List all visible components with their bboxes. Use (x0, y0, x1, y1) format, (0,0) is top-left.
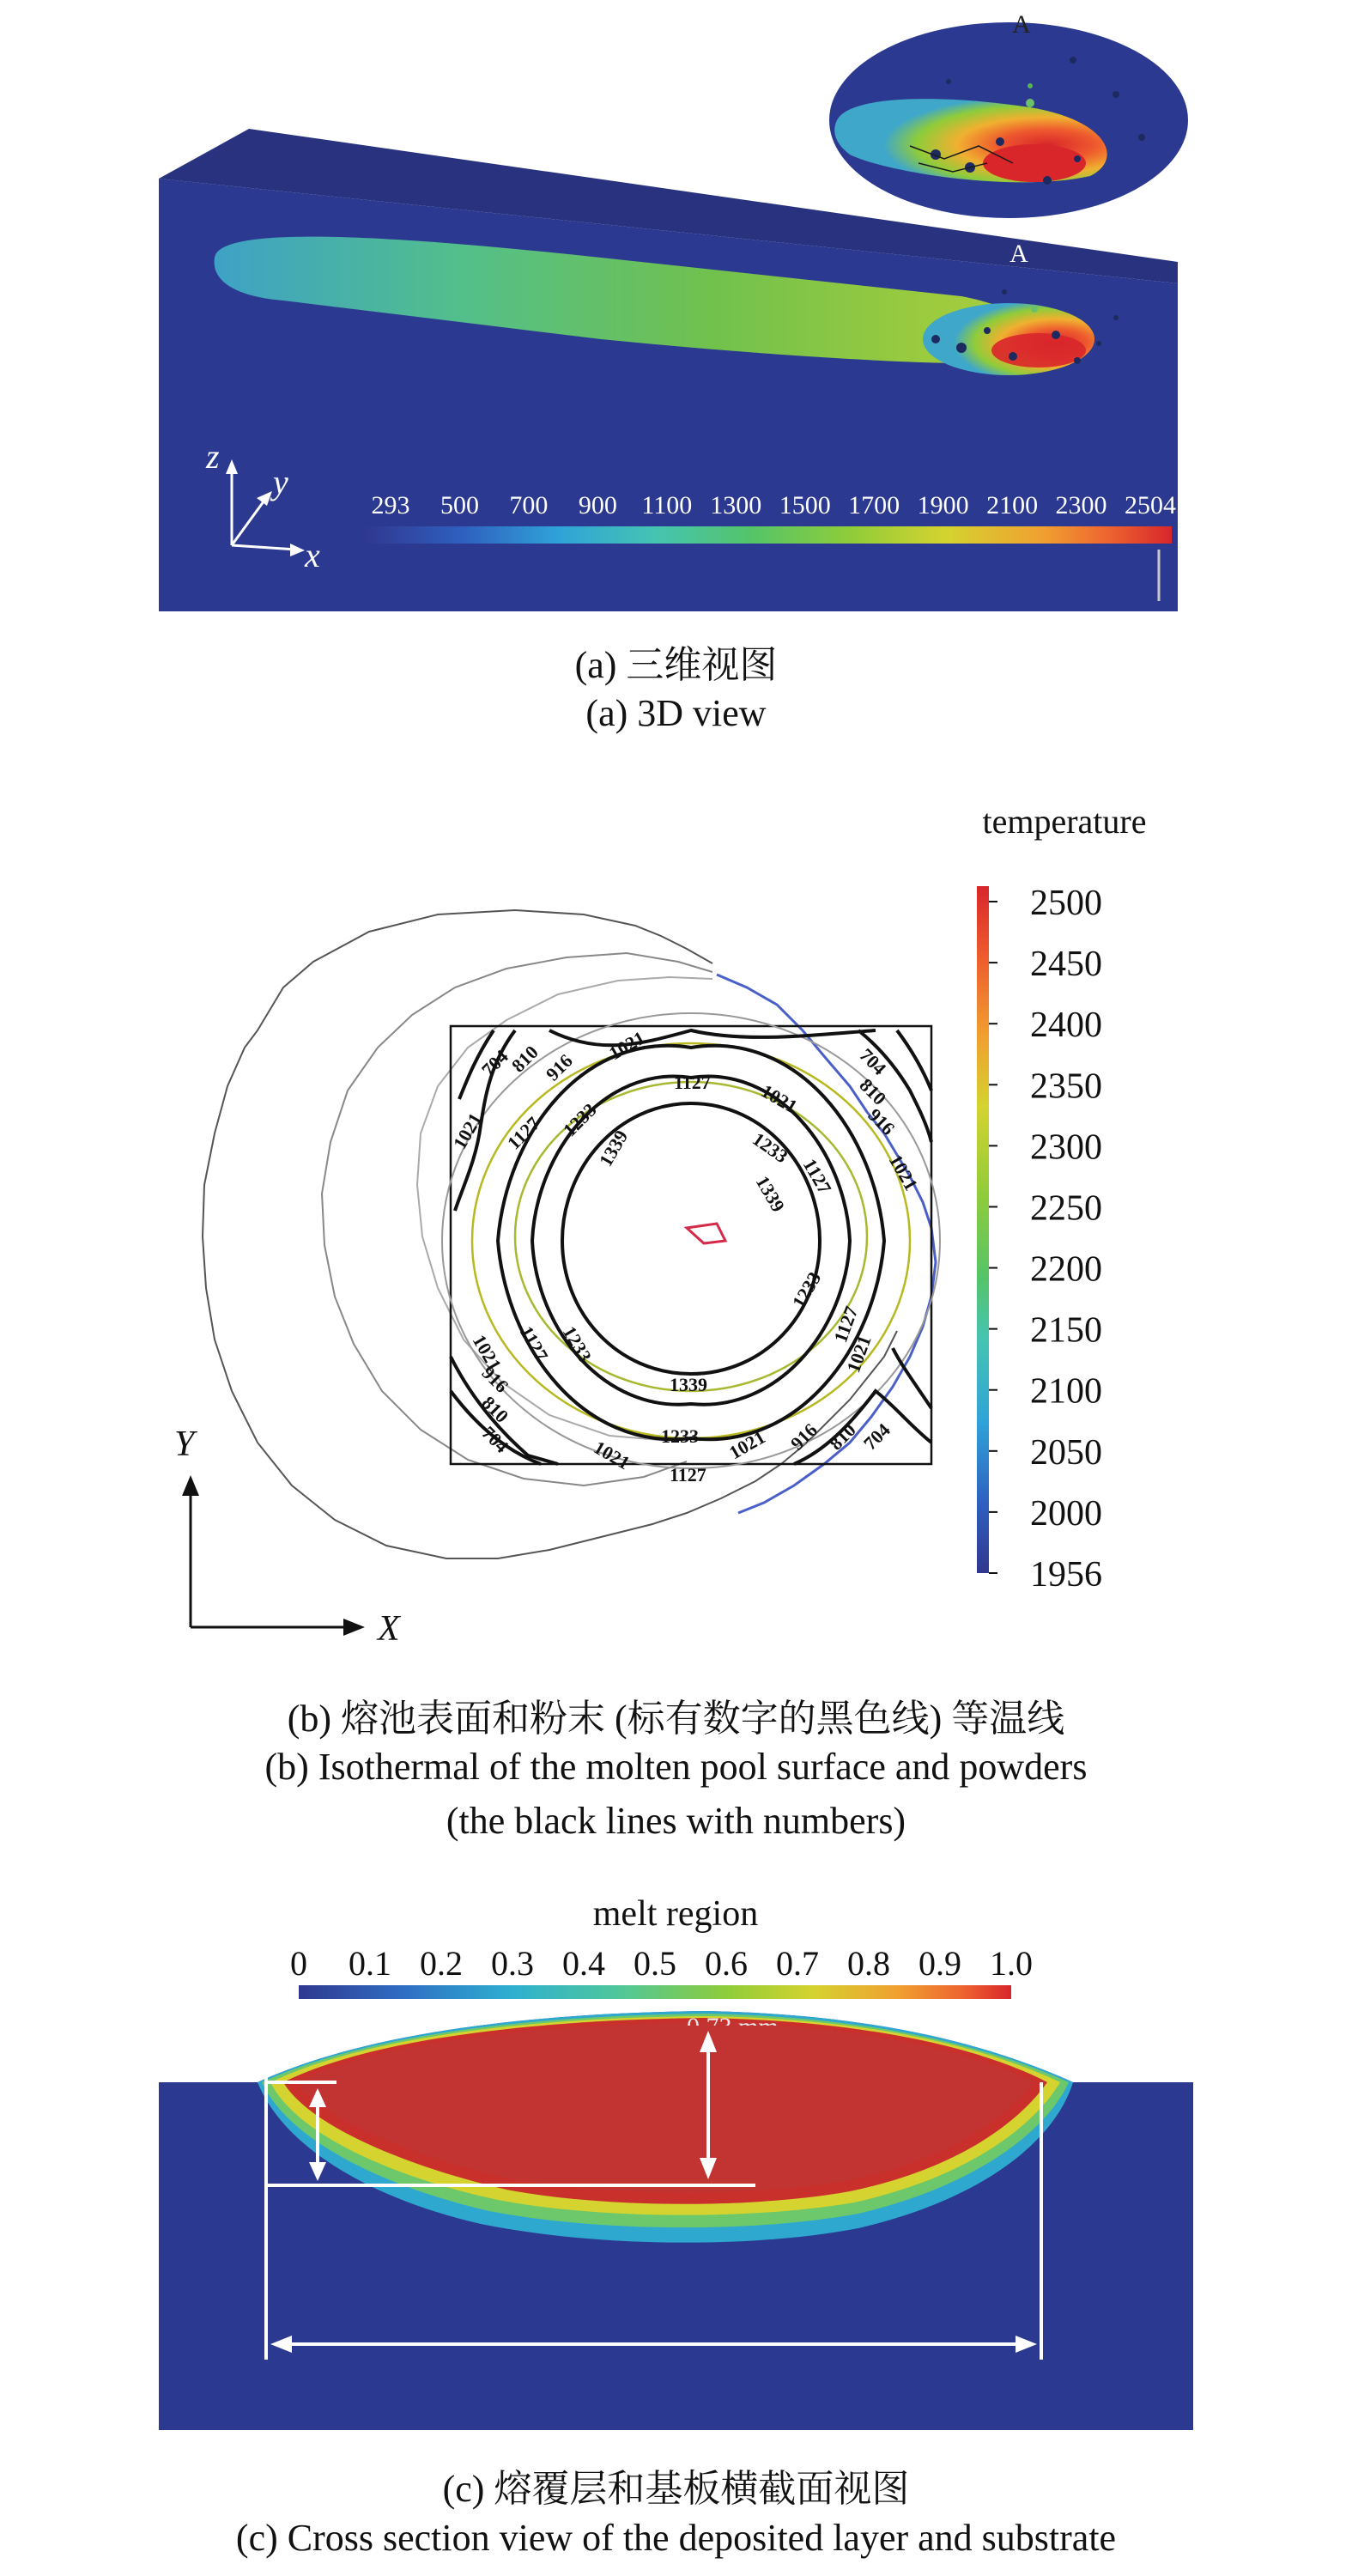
colorbar-b-tick-label: 2250 (1030, 1188, 1102, 1229)
colorbar-b-title: temperature (982, 802, 1147, 841)
contour-label-group (449, 1027, 923, 1485)
label-a-main: A (1009, 240, 1028, 268)
contour-label: 1233 (787, 1267, 826, 1312)
contour-label: 1127 (515, 1322, 553, 1365)
colorbar-a-tick-label: 900 (578, 491, 617, 519)
colorbar-c-title: melt region (592, 1894, 759, 1934)
colorbar-c-tick-label: 0.5 (634, 1944, 676, 1983)
caption-c-en: (c) Cross section view of the deposited layer and substrate (235, 2517, 1117, 2559)
colorbar-b (977, 886, 989, 1573)
colorbar-c-tick-label: 0 (290, 1944, 307, 1983)
colorbar-a-tick-label: 1300 (710, 491, 762, 519)
hot-kernel (687, 1224, 725, 1243)
colorbar-c-tick-label: 0.4 (562, 1944, 605, 1983)
colorbar-b-tick-label: 2200 (1030, 1249, 1102, 1290)
contour-label: 1021 (884, 1151, 923, 1194)
contour-label: 1127 (798, 1155, 836, 1198)
contour-label: 1021 (605, 1026, 649, 1065)
colorbar-c-tick-label: 0.1 (349, 1944, 391, 1983)
colorbar-b-ticks (989, 884, 1102, 1595)
colorbar-c-tick-label: 0.8 (847, 1944, 890, 1983)
colorbar-a-tick-label: 1100 (641, 491, 693, 519)
colorbar-a-tick-label: 2300 (1055, 491, 1107, 519)
contour-label: 1339 (670, 1374, 707, 1395)
contour-label: 1233 (661, 1425, 699, 1447)
caption-a-en: (a) 3D view (585, 692, 767, 734)
panel-a-3d-view (0, 0, 1352, 618)
label-a-inset: A (1012, 10, 1031, 39)
contour-label: 1021 (468, 1331, 506, 1375)
axis-z-label: z (206, 437, 220, 476)
caption-a-cn: (a) 三维视图 (574, 644, 778, 686)
axis-y-label: y (273, 463, 288, 501)
axis-Y-label: Y (174, 1425, 195, 1464)
contour-label: 810 (477, 1391, 513, 1427)
contour-label: 1127 (502, 1112, 544, 1154)
colorbar-a-tick-label: 1500 (779, 491, 831, 519)
contour-label: 1127 (829, 1303, 863, 1346)
contour-label: 704 (476, 1045, 512, 1081)
caption-c-cn: (c) 熔覆层和基板横截面视图 (442, 2468, 910, 2510)
powder-isotherms (448, 1030, 931, 1464)
colorbar-c-tick-label: 0.3 (491, 1944, 534, 1983)
contour-label: 1127 (674, 1072, 711, 1093)
contour-label: 810 (855, 1073, 891, 1109)
colorbar-c-ticks (290, 1944, 1033, 1983)
colorbar-c-tick-label: 0.2 (420, 1944, 463, 1983)
colorbar-b-tick-label: 2050 (1030, 1432, 1102, 1473)
colorbar-b-tick-label: 2400 (1030, 1005, 1102, 1046)
contour-label: 704 (858, 1419, 894, 1455)
colorbar-b-tick-label: 1956 (1030, 1555, 1102, 1595)
colorbar-b-tick-label: 2150 (1030, 1310, 1102, 1351)
contour-label: 1233 (558, 1322, 597, 1366)
contour-label: 1127 (670, 1464, 706, 1485)
contour-label: 1339 (751, 1172, 790, 1216)
colorbar-a-tick-label: 2100 (986, 491, 1039, 519)
colorbar-a-tick-label: 500 (440, 491, 479, 519)
panel-b-isotherms (0, 773, 1352, 1683)
contour-label: 1021 (448, 1109, 487, 1153)
colorbar-b-tick-label: 2100 (1030, 1371, 1102, 1412)
colorbar-c-tick-label: 0.9 (919, 1944, 961, 1983)
contour-label: 916 (541, 1049, 577, 1085)
contour-label: 916 (477, 1361, 513, 1397)
contour-label: 1233 (558, 1098, 601, 1141)
contour-label: 810 (506, 1041, 543, 1077)
contour-label: 916 (785, 1419, 822, 1455)
colorbar-c (299, 1985, 1011, 1999)
contour-label: 704 (477, 1421, 513, 1457)
colorbar-c-tick-label: 0.6 (705, 1944, 748, 1983)
contour-label: 704 (855, 1043, 891, 1079)
colorbar-c-tick-label: 1.0 (990, 1944, 1033, 1983)
panel-c-cross-section (0, 1889, 1352, 2439)
caption-b-en-1: (b) Isothermal of the molten pool surface and powders (264, 1746, 1088, 1788)
contour-label: 1021 (725, 1425, 769, 1464)
colorbar-c-tick-label: 0.7 (776, 1944, 819, 1983)
colorbar-a (365, 526, 1172, 544)
colorbar-b-tick-label: 2000 (1030, 1493, 1102, 1534)
contour-label: 1233 (749, 1127, 792, 1168)
colorbar-a-tick-label: 1700 (848, 491, 900, 519)
axis-x-label: x (305, 536, 320, 574)
contour-label: 1021 (590, 1436, 634, 1474)
axis-X-label: X (378, 1609, 400, 1649)
caption-b-en-2: (the black lines with numbers) (446, 1800, 906, 1842)
contour-label: 1021 (757, 1079, 802, 1118)
colorbar-b-tick-label: 2300 (1030, 1127, 1102, 1168)
contour-label: 916 (864, 1103, 900, 1139)
colorbar-b-tick-label: 2450 (1030, 945, 1102, 985)
colorbar-a-tick-label: 700 (509, 491, 549, 519)
colorbar-a-tick-label: 1900 (917, 491, 969, 519)
contour-label: 1339 (594, 1126, 633, 1170)
colorbar-a-tick-label: 293 (371, 491, 410, 519)
colorbar-a-tick-label: 2504 (1125, 491, 1176, 519)
caption-b-cn: (b) 熔池表面和粉末 (标有数字的黑色线) 等温线 (287, 1698, 1065, 1740)
contour-label: 810 (824, 1419, 860, 1455)
colorbar-b-tick-label: 2500 (1030, 884, 1102, 923)
colorbar-b-tick-label: 2350 (1030, 1066, 1102, 1107)
contour-label: 1021 (842, 1332, 876, 1376)
